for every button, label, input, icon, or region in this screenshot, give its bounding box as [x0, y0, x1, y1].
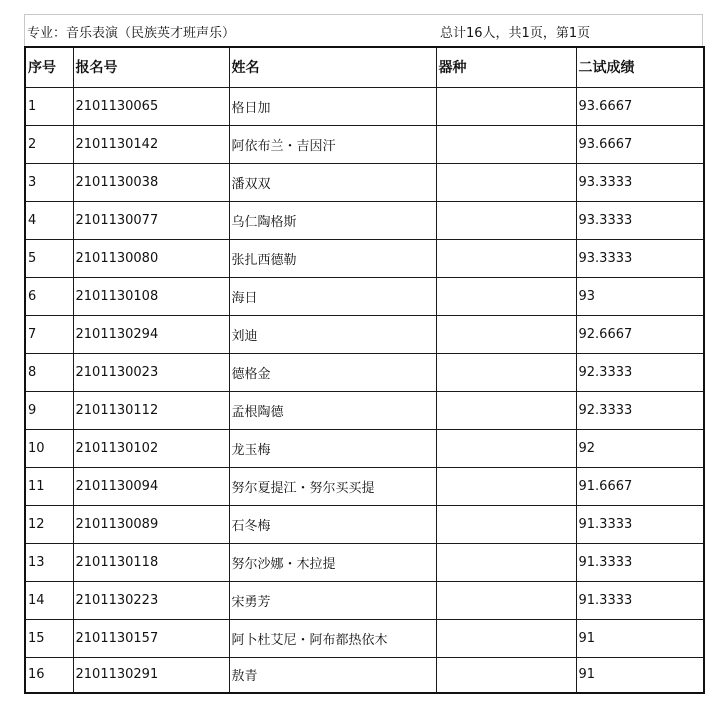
cell-registration-number: 2101130077	[73, 201, 229, 239]
cell-second-score: 92.3333	[576, 391, 704, 429]
cell-instrument	[436, 201, 576, 239]
cell-second-score: 92.3333	[576, 353, 704, 391]
cell-second-score: 93	[576, 277, 704, 315]
cell-second-score: 93.3333	[576, 163, 704, 201]
cell-second-score: 93.6667	[576, 125, 704, 163]
cell-second-score: 91	[576, 619, 704, 657]
cell-second-score: 93.3333	[576, 239, 704, 277]
table-row	[25, 163, 704, 201]
cell-index: 7	[25, 315, 73, 353]
cell-instrument	[436, 429, 576, 467]
cell-instrument	[436, 163, 576, 201]
cell-instrument	[436, 353, 576, 391]
cell-index: 13	[25, 543, 73, 581]
table-row	[25, 429, 704, 467]
cell-instrument	[436, 505, 576, 543]
cell-name: 宋勇芳	[229, 581, 436, 619]
table-row	[25, 277, 704, 315]
cell-name: 龙玉梅	[229, 429, 436, 467]
cell-registration-number: 2101130023	[73, 353, 229, 391]
cell-instrument	[436, 315, 576, 353]
cell-second-score: 91.3333	[576, 581, 704, 619]
cell-name: 海日	[229, 277, 436, 315]
cell-second-score: 92.6667	[576, 315, 704, 353]
cell-registration-number: 2101130080	[73, 239, 229, 277]
table-row	[25, 505, 704, 543]
cell-instrument	[436, 391, 576, 429]
cell-index: 4	[25, 201, 73, 239]
cell-instrument	[436, 87, 576, 125]
cell-name: 努尔沙娜・木拉提	[229, 543, 436, 581]
table-body	[25, 87, 704, 693]
cell-registration-number: 2101130118	[73, 543, 229, 581]
cell-name: 阿卜杜艾尼・阿布都热依木	[229, 619, 436, 657]
cell-second-score: 93.3333	[576, 201, 704, 239]
cell-name: 敖青	[229, 657, 436, 693]
cell-second-score: 91.3333	[576, 505, 704, 543]
cell-instrument	[436, 619, 576, 657]
cell-instrument	[436, 467, 576, 505]
cell-second-score: 93.6667	[576, 87, 704, 125]
table-row	[25, 467, 704, 505]
column-header-name: 姓名	[229, 47, 436, 87]
cell-instrument	[436, 581, 576, 619]
major-label: 专业：音乐表演（民族英才班声乐）	[27, 26, 236, 41]
column-header-index: 序号	[25, 47, 73, 87]
table-row	[25, 353, 704, 391]
table-row	[25, 87, 704, 125]
cell-index: 15	[25, 619, 73, 657]
table-row	[25, 239, 704, 277]
cell-instrument	[436, 543, 576, 581]
table-row	[25, 619, 704, 657]
cell-registration-number: 2101130089	[73, 505, 229, 543]
table-row	[25, 125, 704, 163]
cell-index: 1	[25, 87, 73, 125]
table-row	[25, 391, 704, 429]
table-row	[25, 657, 704, 693]
cell-name: 张扎西德勒	[229, 239, 436, 277]
cell-index: 10	[25, 429, 73, 467]
cell-index: 16	[25, 657, 73, 693]
cell-index: 14	[25, 581, 73, 619]
cell-name: 德格金	[229, 353, 436, 391]
cell-registration-number: 2101130112	[73, 391, 229, 429]
results-table	[24, 46, 705, 694]
cell-name: 努尔夏提江・努尔买买提	[229, 467, 436, 505]
cell-name: 石冬梅	[229, 505, 436, 543]
cell-index: 9	[25, 391, 73, 429]
cell-instrument	[436, 239, 576, 277]
cell-name: 阿依布兰・吉因汗	[229, 125, 436, 163]
cell-registration-number: 2101130157	[73, 619, 229, 657]
table-caption	[24, 14, 703, 46]
cell-registration-number: 2101130142	[73, 125, 229, 163]
table-row	[25, 315, 704, 353]
cell-second-score: 91	[576, 657, 704, 693]
cell-registration-number: 2101130108	[73, 277, 229, 315]
column-header-instrument: 器种	[436, 47, 576, 87]
cell-index: 12	[25, 505, 73, 543]
cell-instrument	[436, 277, 576, 315]
cell-index: 8	[25, 353, 73, 391]
cell-registration-number: 2101130294	[73, 315, 229, 353]
cell-second-score: 91.6667	[576, 467, 704, 505]
cell-name: 格日加	[229, 87, 436, 125]
page-summary: 总计16人，共1页，第1页	[440, 26, 591, 41]
table-header-row	[25, 47, 704, 87]
cell-instrument	[436, 125, 576, 163]
cell-name: 乌仁陶格斯	[229, 201, 436, 239]
cell-name: 刘迪	[229, 315, 436, 353]
cell-registration-number: 2101130038	[73, 163, 229, 201]
cell-index: 6	[25, 277, 73, 315]
cell-registration-number: 2101130102	[73, 429, 229, 467]
column-header-registration-number: 报名号	[73, 47, 229, 87]
cell-index: 5	[25, 239, 73, 277]
cell-registration-number: 2101130223	[73, 581, 229, 619]
cell-index: 3	[25, 163, 73, 201]
cell-registration-number: 2101130094	[73, 467, 229, 505]
table-row	[25, 581, 704, 619]
column-header-second-score: 二试成绩	[576, 47, 704, 87]
cell-second-score: 91.3333	[576, 543, 704, 581]
cell-name: 潘双双	[229, 163, 436, 201]
cell-index: 11	[25, 467, 73, 505]
cell-instrument	[436, 657, 576, 693]
table-row	[25, 543, 704, 581]
cell-second-score: 92	[576, 429, 704, 467]
cell-name: 孟根陶德	[229, 391, 436, 429]
cell-index: 2	[25, 125, 73, 163]
table-row	[25, 201, 704, 239]
cell-registration-number: 2101130065	[73, 87, 229, 125]
cell-registration-number: 2101130291	[73, 657, 229, 693]
